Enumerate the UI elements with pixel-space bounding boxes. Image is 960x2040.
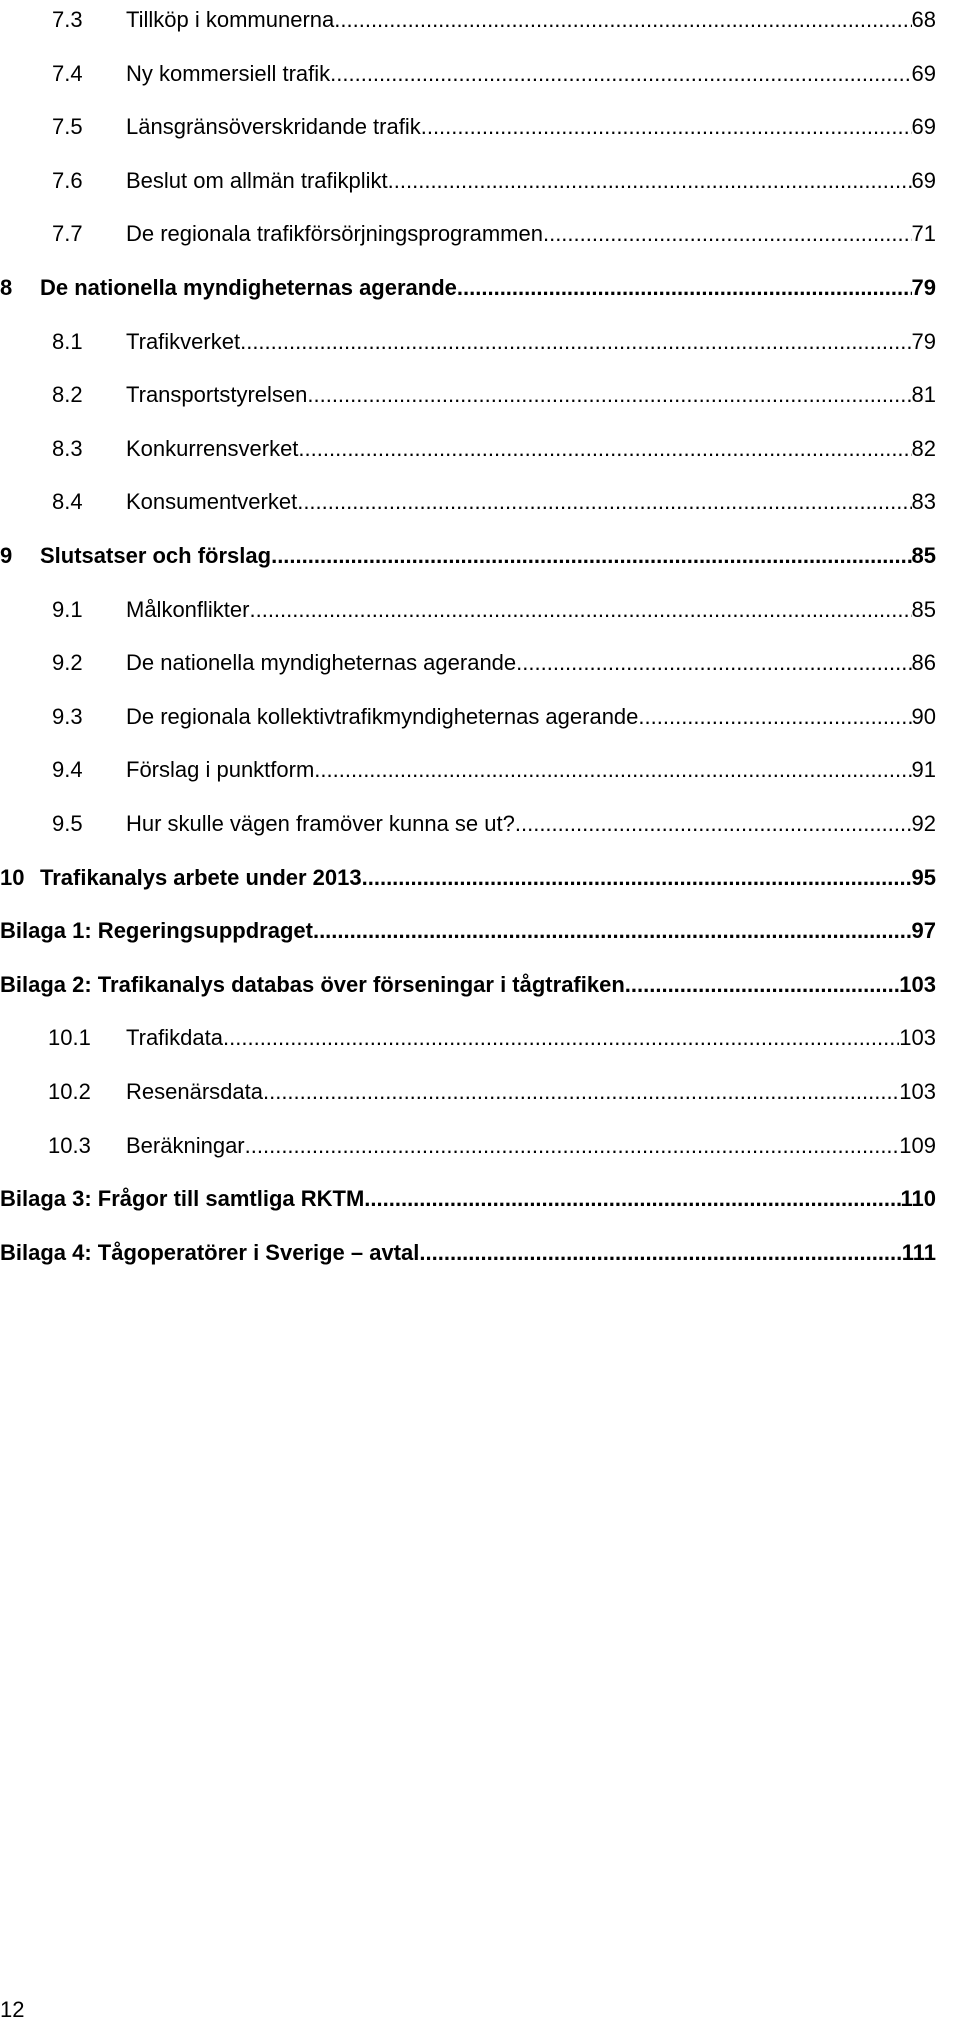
toc-entry-number: 8.4	[52, 489, 83, 515]
toc-entry-page: 92	[911, 811, 936, 836]
toc-entry[interactable]	[0, 214, 960, 254]
page-number: 12	[0, 1997, 25, 2022]
toc-entry-page: 68	[911, 7, 936, 32]
dot-leader	[313, 911, 912, 951]
dot-leader	[330, 54, 911, 94]
dot-leader	[362, 858, 912, 898]
toc-entry[interactable]	[0, 965, 960, 1005]
toc-entry[interactable]	[0, 107, 960, 147]
toc-entry-page: 97	[911, 918, 936, 944]
toc-entry-page: 86	[911, 650, 936, 676]
toc-entry-number: 8.1	[52, 328, 83, 354]
dot-leader	[240, 322, 911, 362]
toc-entry-page: 90	[911, 703, 936, 729]
toc-entry-title: Konsumentverket	[126, 489, 298, 515]
toc-entry-number: 7.7	[52, 221, 83, 247]
dot-leader	[457, 268, 912, 308]
toc-entry-page: 91	[911, 757, 936, 783]
toc-entry-number: 9.1	[52, 596, 83, 622]
toc-entry[interactable]	[0, 536, 960, 576]
dot-leader	[271, 536, 911, 576]
toc-entry-page: 83	[911, 489, 936, 515]
toc-entry-page: 81	[911, 382, 936, 408]
toc-entry-number: 8.2	[52, 382, 83, 408]
dot-leader	[297, 482, 911, 522]
toc-entry-title: Beräkningar	[126, 1132, 245, 1158]
toc-entry-page: 79	[911, 328, 936, 354]
toc-entry-page: 85	[911, 543, 936, 568]
dot-leader	[419, 1233, 901, 1273]
dot-leader	[245, 1126, 900, 1166]
toc-entry-title: Bilaga 1: Regeringsuppdraget	[0, 918, 313, 944]
dot-leader	[543, 214, 912, 254]
toc-entry[interactable]	[0, 161, 960, 201]
toc-entry-number: 7.5	[52, 114, 83, 140]
dot-leader	[364, 1179, 900, 1219]
toc-entry-number: 9.3	[52, 703, 83, 729]
toc-entry-page: 71	[911, 221, 936, 247]
toc-entry-title: De regionala kollektivtrafikmyndigheternas agerande	[126, 703, 639, 729]
toc-entry[interactable]	[0, 1018, 960, 1058]
toc-entry-page: 82	[911, 435, 936, 461]
toc-entry[interactable]	[0, 1179, 960, 1219]
toc-entry-number: 8.3	[52, 435, 83, 461]
toc-entry-title: De nationella myndigheternas agerande	[40, 275, 457, 300]
toc-entry[interactable]	[0, 750, 960, 790]
toc-entry-page: 109	[899, 1132, 936, 1158]
toc-entry[interactable]	[0, 804, 960, 844]
toc-entry-page: 69	[911, 60, 936, 86]
toc-entry-number: 7.4	[52, 60, 83, 86]
toc-entry-title: Slutsatser och förslag	[40, 543, 272, 568]
dot-leader	[307, 375, 911, 415]
toc-entry-title: Målkonflikter	[126, 596, 250, 622]
toc-entry-number: 9.5	[52, 811, 83, 836]
dot-leader	[515, 804, 912, 844]
toc-entry-number: 10	[0, 864, 25, 890]
dot-leader	[334, 0, 911, 40]
toc-entry[interactable]	[0, 1233, 960, 1273]
toc-entry-page: 69	[911, 114, 936, 140]
toc-entry[interactable]	[0, 1072, 960, 1112]
toc-entry-page: 69	[911, 167, 936, 193]
toc-entry-title: Länsgränsöverskridande trafik	[126, 114, 421, 140]
dot-leader	[421, 107, 912, 147]
toc-entry[interactable]	[0, 1126, 960, 1166]
toc-entry-title: Beslut om allmän trafikplikt	[126, 167, 388, 193]
toc-entry-page: 79	[911, 275, 936, 300]
toc-entry-page: 103	[899, 1079, 936, 1104]
toc-entry-number: 9	[0, 543, 13, 568]
toc-entry[interactable]	[0, 911, 960, 951]
toc-entry[interactable]	[0, 429, 960, 469]
toc-entry-title: Konkurrensverket	[126, 435, 299, 461]
toc-entry-title: De nationella myndigheternas agerande	[126, 650, 517, 676]
dot-leader	[625, 965, 900, 1005]
dot-leader	[263, 1072, 899, 1112]
toc-entry-page: 110	[900, 1186, 936, 1212]
toc-entry-number: 7.3	[52, 7, 83, 32]
toc-entry[interactable]	[0, 54, 960, 94]
dot-leader	[298, 429, 911, 469]
toc-entry-title: Transportstyrelsen	[126, 382, 308, 408]
toc-entry-title: Trafikanalys arbete under 2013	[40, 864, 362, 890]
toc-entry-title: Bilaga 4: Tågoperatörer i Sverige – avtal	[0, 1239, 420, 1265]
dot-leader	[388, 161, 912, 201]
toc-entry-title: Trafikverket	[126, 328, 241, 354]
toc-entry-title: Förslag i punktform	[126, 757, 315, 783]
dot-leader	[314, 750, 911, 790]
toc-entry-page: 103	[899, 971, 936, 997]
dot-leader	[223, 1018, 899, 1058]
toc-entry-page: 95	[911, 864, 936, 890]
toc-entry[interactable]	[0, 322, 960, 362]
toc-entry[interactable]	[0, 858, 960, 898]
dot-leader	[516, 643, 911, 683]
dot-leader	[249, 590, 911, 630]
toc-entry-page: 103	[899, 1025, 936, 1051]
toc-entry[interactable]	[0, 482, 960, 522]
toc-entry-number: 10.3	[48, 1132, 91, 1158]
toc-entry-title: Bilaga 2: Trafikanalys databas över förseningar i tågtrafiken	[0, 971, 625, 997]
toc-entry-title: Bilaga 3: Frågor till samtliga RKTM	[0, 1186, 365, 1212]
toc-entry-number: 9.4	[52, 757, 83, 783]
toc-entry[interactable]	[0, 590, 960, 630]
toc-entry[interactable]	[0, 0, 960, 40]
toc-entry-number: 10.1	[48, 1025, 91, 1051]
toc-entry[interactable]	[0, 375, 960, 415]
toc-entry-title: Tillköp i kommunerna	[126, 7, 335, 32]
toc-entry-number: 9.2	[52, 650, 83, 676]
toc-entry-number: 8	[0, 275, 13, 300]
toc-entry-title: Ny kommersiell trafik	[126, 60, 331, 86]
toc-entry-title: De regionala trafikförsörjningsprogrammen	[126, 221, 543, 247]
toc-entry-page: 85	[911, 596, 936, 622]
toc-entry[interactable]	[0, 268, 960, 308]
toc-entry[interactable]	[0, 697, 960, 737]
toc-entry-title: Trafikdata	[126, 1025, 224, 1051]
dot-leader	[638, 697, 911, 737]
toc-entry-title: Resenärsdata	[126, 1079, 263, 1104]
toc-entry-page: 111	[901, 1239, 936, 1265]
toc-entry-title: Hur skulle vägen framöver kunna se ut?	[126, 811, 515, 836]
toc-entry-number: 7.6	[52, 167, 83, 193]
toc-entry-number: 10.2	[48, 1079, 91, 1104]
toc-entry[interactable]	[0, 643, 960, 683]
